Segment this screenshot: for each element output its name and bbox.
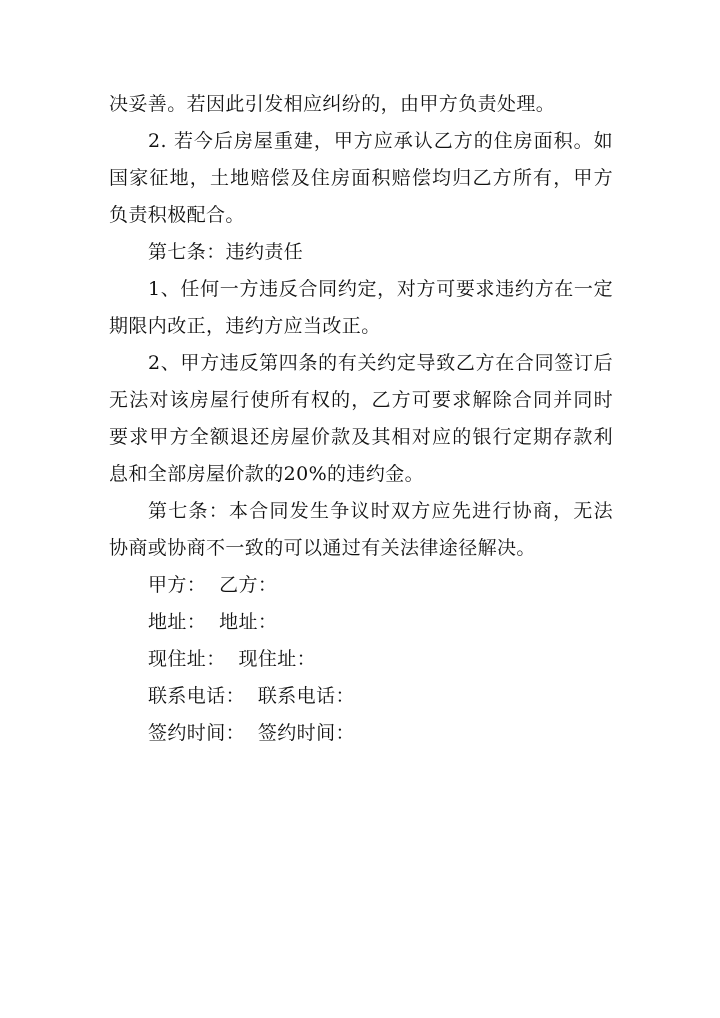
signature-date: 签约时间： 签约时间： <box>148 722 355 744</box>
signature-address: 地址： 地址： <box>148 611 278 633</box>
signature-current-address: 现住址： 现住址： <box>148 648 317 670</box>
document-body <box>109 86 613 752</box>
article-heading-liability: 第七条：违约责任 <box>148 241 304 263</box>
paragraph-dispute-resolution: 第七条：本合同发生争议时双方应先进行协商，无法协商或协商不一致的可以通过有关法律途径解决。 <box>109 500 613 559</box>
paragraph-liability-2: 2、甲方违反第四条的有关约定导致乙方在合同签订后无法对该房屋行使所有权的，乙方可要求解除合同并同时要求甲方全额退还房屋价款及其相对应的银行定期存款利息和全部房屋价款的20%的违约金。 <box>109 352 613 485</box>
paragraph-continuation: 决妥善。若因此引发相应纠纷的，由甲方负责处理。 <box>109 93 556 115</box>
paragraph-clause-2: 2. 若今后房屋重建，甲方应承认乙方的住房面积。如国家征地，土地赔偿及住房面积赔偿均归乙方所有，甲方负责积极配合。 <box>109 130 613 226</box>
signature-phone: 联系电话： 联系电话： <box>148 685 355 707</box>
signature-party: 甲方： 乙方： <box>148 574 278 596</box>
paragraph-liability-1: 1、任何一方违反合同约定，对方可要求违约方在一定期限内改正，违约方应当改正。 <box>109 278 613 337</box>
